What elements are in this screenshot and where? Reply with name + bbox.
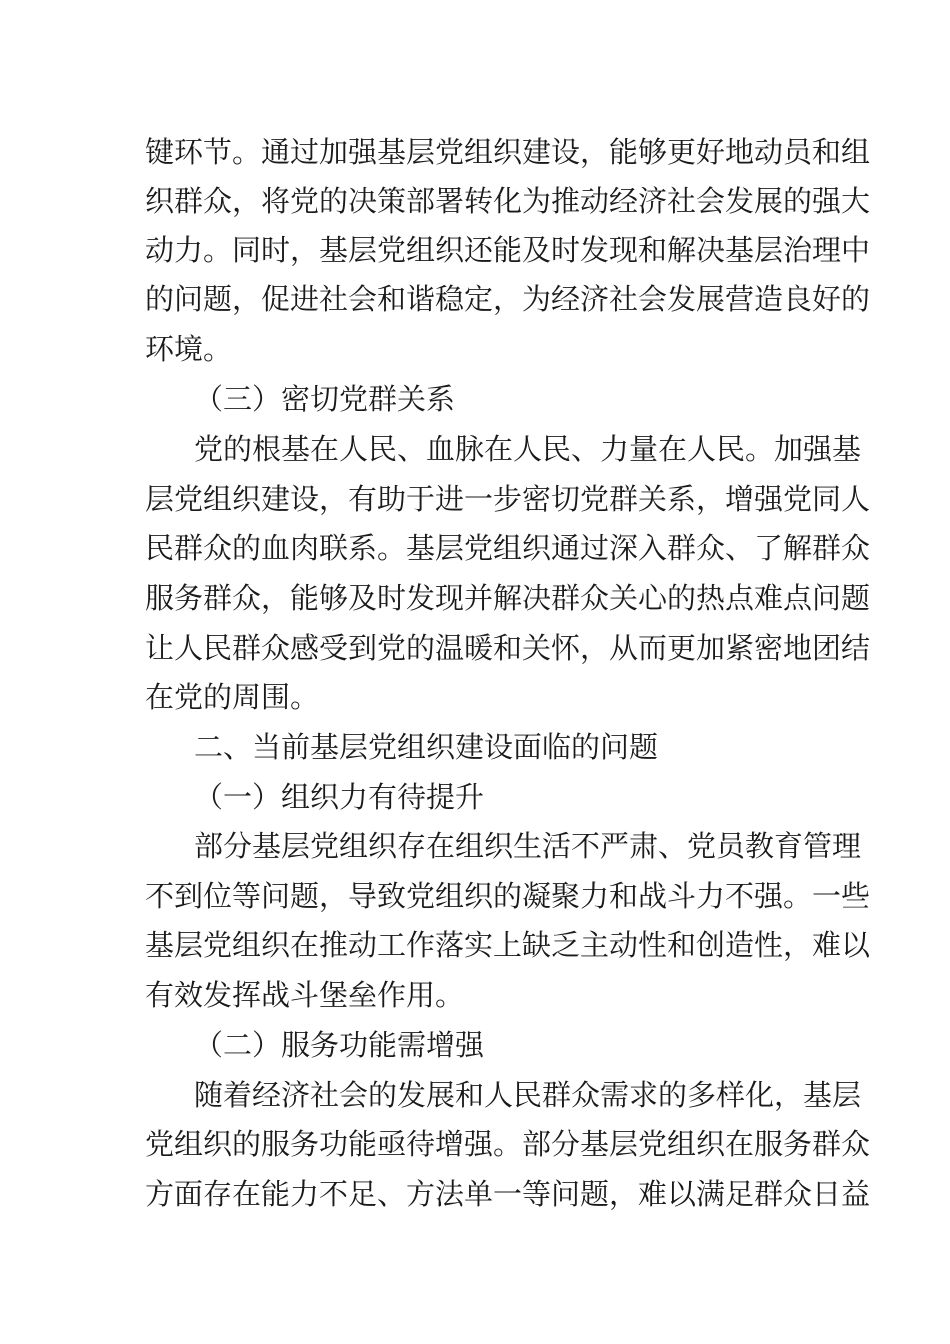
body-text-line: 在党的周围。 — [145, 680, 320, 714]
body-text-line: 不到位等问题，导致党组织的凝聚力和战斗力不强。一些 — [145, 879, 871, 913]
body-text-line: 服务群众，能够及时发现并解决群众关心的热点难点问题 — [145, 581, 871, 615]
body-text-line: 动力。同时，基层党组织还能及时发现和解决基层治理中 — [145, 233, 871, 267]
body-text-line: 有效发挥战斗堡垒作用。 — [145, 978, 465, 1012]
body-text-line: 方面存在能力不足、方法单一等问题，难以满足群众日益 — [145, 1177, 871, 1211]
body-text-line: 基层党组织在推动工作落实上缺乏主动性和创造性，难以 — [145, 928, 871, 962]
body-text-line: 随着经济社会的发展和人民群众需求的多样化，基层 — [194, 1078, 862, 1112]
body-text-line: 环境。 — [145, 332, 233, 366]
section-heading: （三）密切党群关系 — [194, 382, 456, 416]
body-text-line: 层党组织建设，有助于进一步密切党群关系，增强党同人 — [145, 482, 871, 516]
body-text-line: 织群众，将党的决策部署转化为推动经济社会发展的强大 — [145, 184, 871, 218]
body-text-line: 让人民群众感受到党的温暖和关怀，从而更加紧密地团结 — [145, 631, 871, 665]
body-text-line: 部分基层党组织存在组织生活不严肃、党员教育管理 — [194, 829, 862, 863]
body-text-line: 民群众的血肉联系。基层党组织通过深入群众、了解群众 — [145, 531, 871, 565]
chapter-heading: 二、当前基层党组织建设面临的问题 — [194, 730, 659, 764]
body-text-line: 键环节。通过加强基层党组织建设，能够更好地动员和组 — [145, 135, 871, 169]
body-text-line: 党组织的服务功能亟待增强。部分基层党组织在服务群众 — [145, 1127, 871, 1161]
body-text-line: 的问题，促进社会和谐稳定，为经济社会发展营造良好的 — [145, 282, 871, 316]
section-heading: （二）服务功能需增强 — [194, 1028, 485, 1062]
section-heading: （一）组织力有待提升 — [194, 780, 485, 814]
body-text-line: 党的根基在人民、血脉在人民、力量在人民。加强基 — [194, 432, 862, 466]
